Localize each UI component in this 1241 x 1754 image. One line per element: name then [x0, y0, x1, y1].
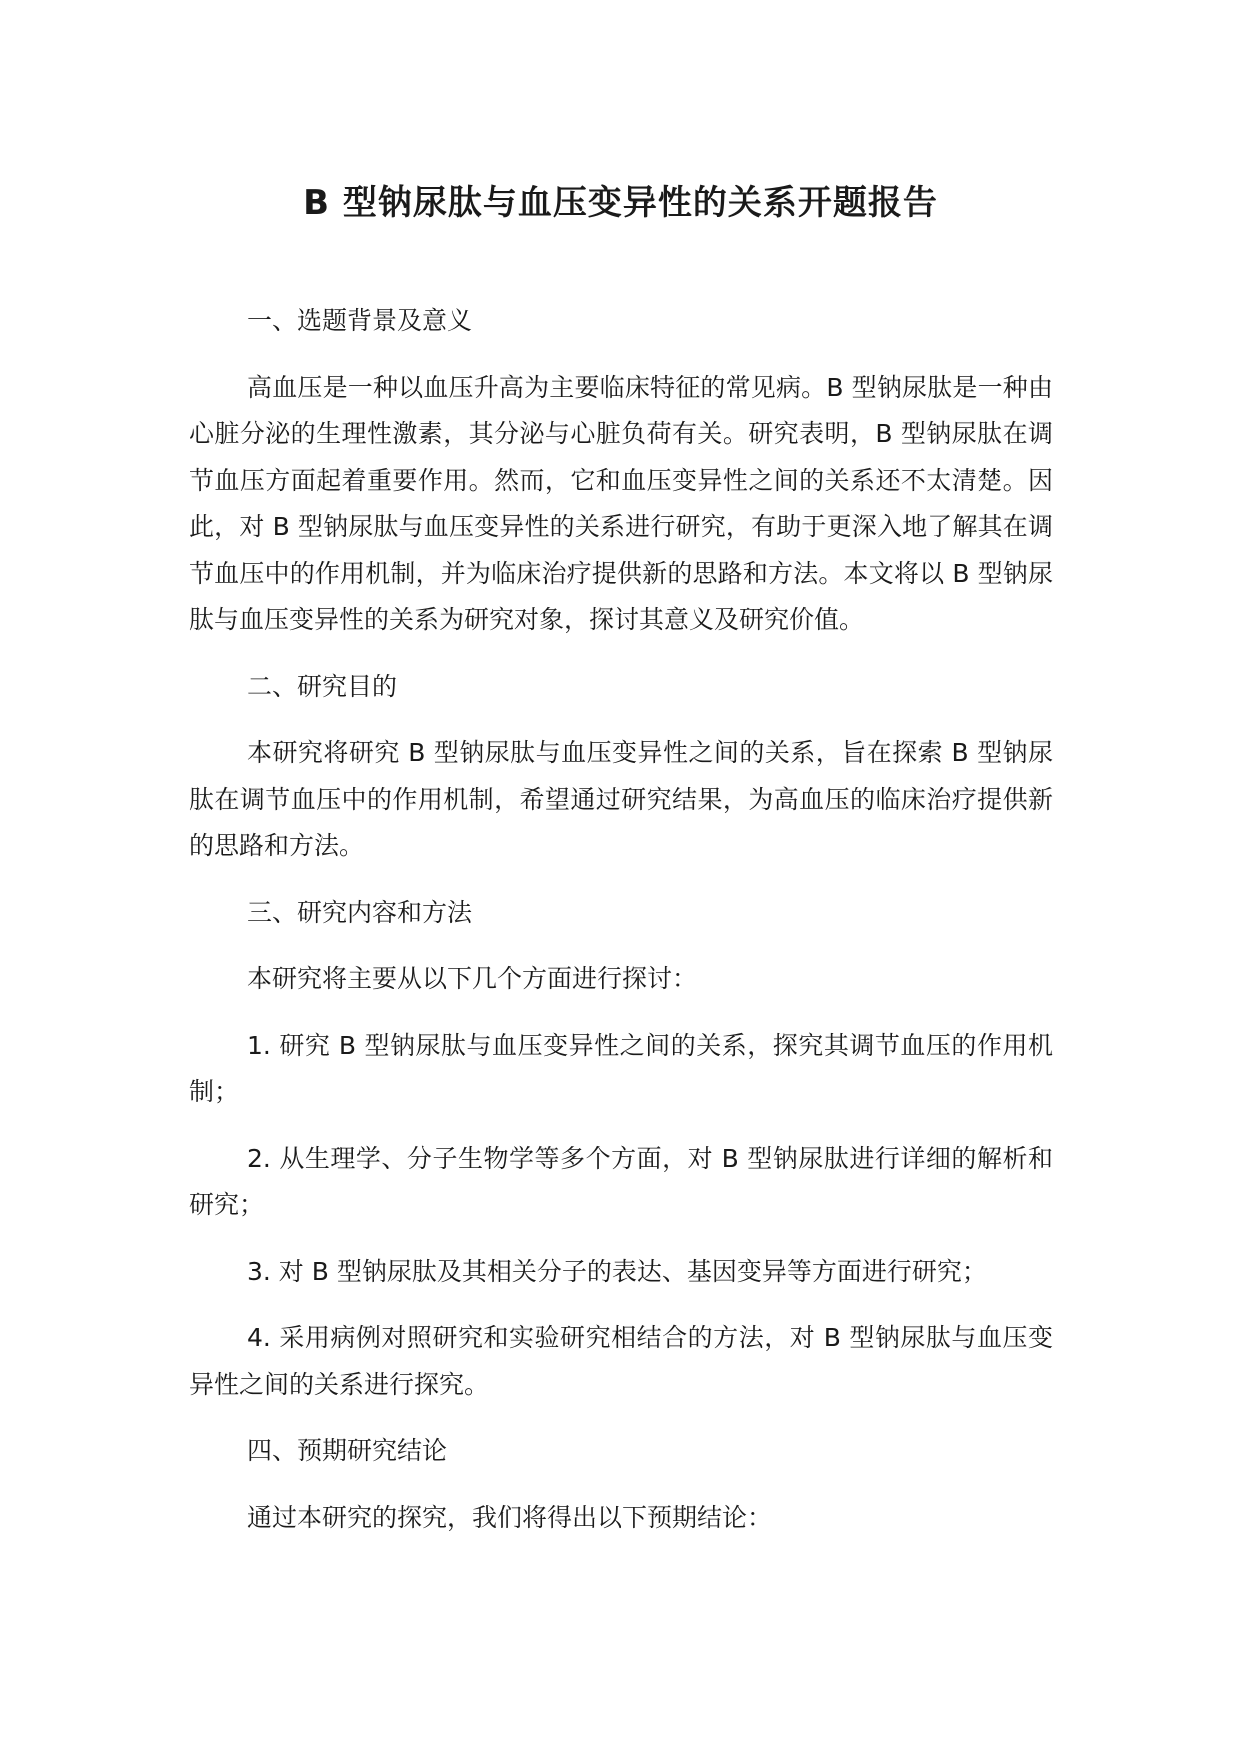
- list-item: 3. 对 B 型钠尿肽及其相关分子的表达、基因变异等方面进行研究；: [247, 1256, 987, 1286]
- paragraph: 通过本研究的探究，我们将得出以下预期结论：: [247, 1502, 773, 1532]
- list-item: 1. 研究 B 型钠尿肽与血压变异性之间的关系，探究其调节血压的作用机制；: [189, 1030, 1053, 1106]
- document-title: B 型钠尿肽与血压变异性的关系开题报告: [303, 183, 938, 223]
- document-body: [189, 298, 1053, 1541]
- section-heading: 四、预期研究结论: [247, 1436, 448, 1465]
- paragraph: 本研究将主要从以下几个方面进行探讨：: [247, 964, 698, 993]
- list-item: 4. 采用病例对照研究和实验研究相结合的方法，对 B 型钠尿肽与血压变异性之间的关系进行探究。: [189, 1323, 1053, 1399]
- paragraph: 本研究将研究 B 型钠尿肽与血压变异性之间的关系，旨在探索 B 型钠尿肽在调节血压中的作用机制，希望通过研究结果，为高血压的临床治疗提供新的思路和方法。: [189, 738, 1053, 860]
- section-heading: 三、研究内容和方法: [247, 897, 473, 927]
- paragraph: 高血压是一种以血压升高为主要临床特征的常见病。B 型钠尿肽是一种由心脏分泌的生理性激素，其分泌与心脏负荷有关。研究表明，B 型钠尿肽在调节血压方面起着重要作用。然而，它和血压变异性之间的关系还不太清楚。因此，对 B 型钠尿肽与血压变异性的关系进行研究，有助于更深入地了解其在调节血压中的作用机制，并为临床治疗提供新的思路和方法。本文将以 B 型钠尿肽与血压变异性的关系为研究对象，探讨其意义及研究价值。: [189, 372, 1053, 634]
- list-item: 2. 从生理学、分子生物学等多个方面，对 B 型钠尿肽进行详细的解析和研究；: [189, 1143, 1053, 1219]
- section-heading: 二、研究目的: [247, 671, 398, 701]
- section-heading: 一、选题背景及意义: [247, 306, 473, 335]
